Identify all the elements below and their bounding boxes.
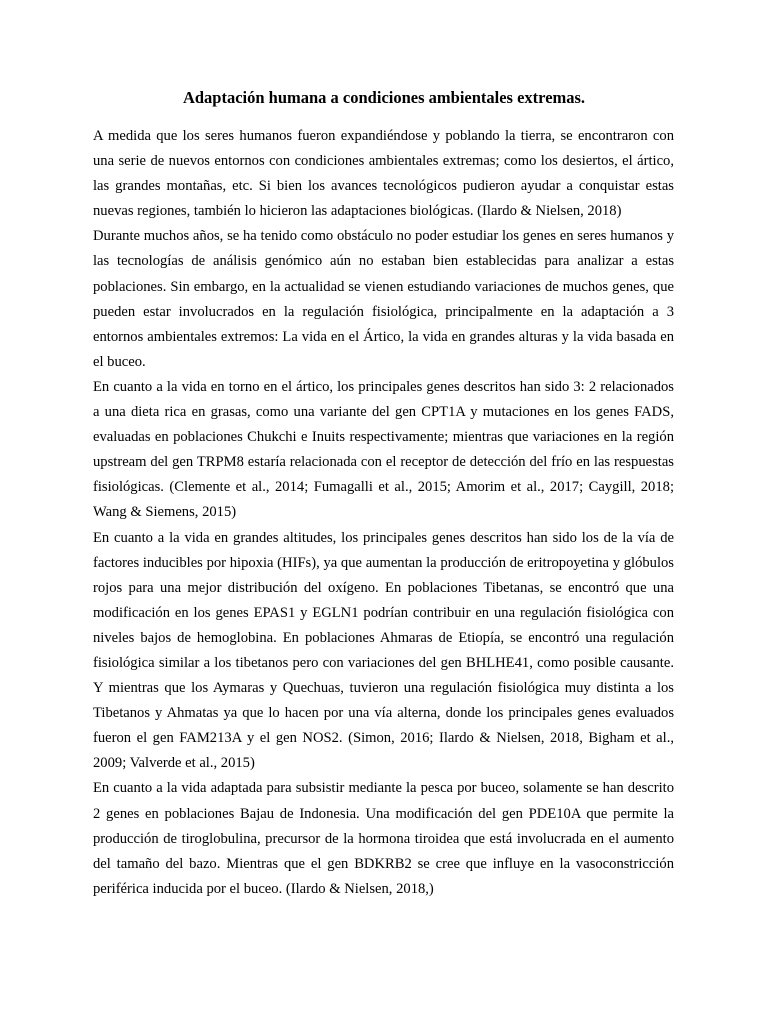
- paragraph-diving: En cuanto a la vida adaptada para subsistir mediante la pesca por buceo, solamente se han descrito 2 genes en poblaciones Bajau de Indonesia. Una modificación del gen PDE10A que permite la producción de tiroglobulina, precursor de la hormona tiroidea que está involucrada en el aumento del tamaño del bazo. Mientras que el gen BDKRB2 se cree que influye en la vasoconstricción periférica inducida por el buceo. (Ilardo & Nielsen, 2018,): [93, 780, 674, 897]
- document-title: Adaptación humana a condiciones ambientales extremas.: [182, 88, 586, 107]
- paragraph-genomics: Durante muchos años, se ha tenido como obstáculo no poder estudiar los genes en seres humanos y las tecnologías de análisis genómico aún no estaban bien establecidas para analizar a estas poblaciones. Sin embargo, en la actualidad se vienen estudiando variaciones de muchos genes, que pueden estar involucrados en la regulación fisiológica, principalmente en la adaptación a 3 entornos ambientales extremos: La vida en el Ártico, la vida en grandes alturas y la vida basada en el buceo.: [93, 228, 674, 370]
- paragraph-altitude: En cuanto a la vida en grandes altitudes, los principales genes descritos han sido los de la vía de factores inducibles por hipoxia (HIFs), ya que aumentan la producción de eritropoyetina y glóbulos rojos para una mejor distribución del oxígeno. En poblaciones Tibetanas, se encontró que una modificación en los genes EPAS1 y EGLN1 podrían contribuir en una regulación fisiológica con niveles bajos de hemoglobina. En poblaciones Ahmaras de Etiopía, se encontró una regulación fisiológica similar a los tibetanos pero con variaciones del gen BHLHE41, como posible causante. Y mientras que los Aymaras y Quechuas, tuvieron una regulación fisiológica muy distinta a los Tibetanos y Ahmatas ya que lo hacen por una vía alterna, donde los principales genes evaluados fueron el gen FAM213A y el gen NOS2. (Simon, 2016; Ilardo & Nielsen, 2018, Bigham et al., 2009; Valverde et al., 2015): [93, 529, 674, 772]
- paragraph-arctic: En cuanto a la vida en torno en el ártico, los principales genes descritos han sido 3: 2 relacionados a una dieta rica en grasas, como una variante del gen CPT1A y mutaciones en los genes FADS, evaluadas en poblaciones Chukchi e Inuits respectivamente; mientras que variaciones en la región upstream del gen TRPM8 estaría relacionada con el receptor de detección del frío en las respuestas fisiológicas. (Clemente et al., 2014; Fumagalli et al., 2015; Amorim et al., 2017; Caygill, 2018; Wang & Siemens, 2015): [93, 378, 674, 521]
- document-body: [93, 124, 674, 902]
- paragraph-intro: A medida que los seres humanos fueron expandiéndose y poblando la tierra, se encontraron con una serie de nuevos entornos con condiciones ambientales extremas; como los desiertos, el ártico, las grandes montañas, etc. Si bien los avances tecnológicos pudieron ayudar a conquistar estas nuevas regiones, también lo hicieron las adaptaciones biológicas. (Ilardo & Nielsen, 2018): [93, 128, 674, 220]
